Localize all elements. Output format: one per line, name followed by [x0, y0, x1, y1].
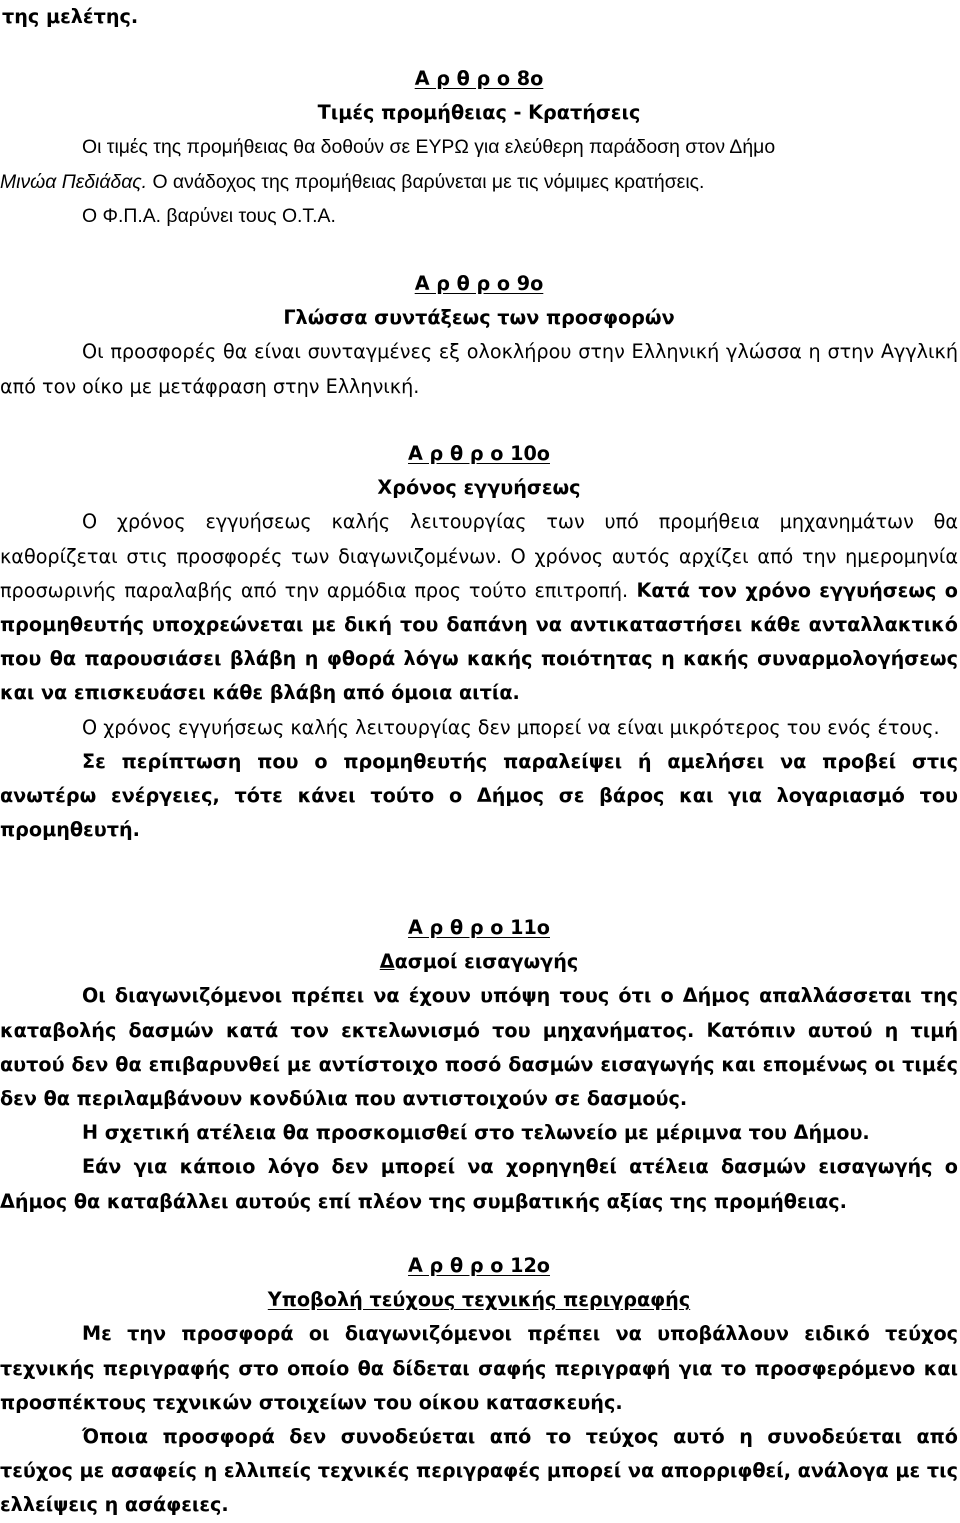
article-10-paragraph-1a: Ο χρόνος εγγυήσεως καλής λειτουργίας των υπό προμήθεια μηχανημάτων θα καθορίζεται στις προσφορές των διαγωνιζομένων. Ο χρόνος αυτός αρχίζει από την ημερομηνία προσωρινής παραλαβής από την αρμόδια προς τούτο επιτροπή. [0, 510, 958, 602]
article-10-paragraph-1b: Κατά τον χρόνο εγγυήσεως ο προμηθευτής υποχρεώνεται με δική του δαπάνη να αντικαταστήσει κάθε ανταλλακτικό που θα παρουσιάσει βλάβη η φθορά λόγω κακής ποιότητας η κακής συναρμολογήσεως και να επισκευάσει κάθε βλάβη από όμοια αιτία. [0, 578, 958, 705]
article-12-paragraph-1: Με την προσφορά οι διαγωνιζόμενοι πρέπει να υποβάλλουν ειδικό τεύχος τεχνικής περιγραφής στο οποίο θα δίδεται σαφής περιγραφή για το προσφερόμενο και προσπέκτους τεχνικών στοιχείων του οίκου κατασκευής. [0, 1322, 958, 1414]
article-9-title: Γλώσσα συντάξεως των προσφορών [283, 306, 675, 330]
article-9 [0, 267, 958, 404]
article-8-line-1: Οι τιμές της προμήθειας θα δοθούν σε ΕΥΡΩ για ελεύθερη παράδοση στον Δήμο [82, 136, 776, 159]
article-11 [0, 911, 958, 1219]
article-11-paragraph-2: Η σχετική ατέλεια θα προσκομισθεί στο τελωνείο με μέριμνα του Δήμου. [82, 1121, 870, 1145]
article-8 [0, 62, 958, 233]
article-12-paragraph-2: Όποια προσφορά δεν συνοδεύεται από το τεύχος αυτό η συνοδεύεται από τεύχος με ασαφείς η ελλιπείς τεχνικές περιγραφές μπορεί να απορριφθεί, ανάλογα με τις ελλείψεις η ασάφειες. [0, 1425, 958, 1517]
article-10-paragraph-1 [0, 505, 958, 710]
article-8-line-2 [0, 165, 958, 199]
article-10-title: Χρόνος εγγυήσεως [377, 476, 581, 500]
article-12-number: Α ρ θ ρ ο 12ο [408, 1254, 550, 1277]
municipality-name: Μινώα Πεδιάδας. [0, 170, 148, 193]
article-11-paragraph-3: Εάν για κάποιο λόγο δεν μπορεί να χορηγηθεί ατέλεια δασμών εισαγωγής ο Δήμος θα καταβάλλει αυτούς επί πλέον της συμβατικής αξίας της προμήθειας. [0, 1155, 958, 1213]
article-11-title: Δασμοί εισαγωγής [379, 950, 579, 974]
article-8-line-3: Ο Φ.Π.Α. βαρύνει τους Ο.Τ.Α. [82, 204, 336, 227]
article-11-paragraph-1: Οι διαγωνιζόμενοι πρέπει να έχουν υπόψη τους ότι ο Δήμος απαλλάσσεται της καταβολής δασμών κατά τον εκτελωνισμό του μηχανήματος. Κατόπιν αυτού η τιμή αυτού δεν θα επιβαρυνθεί με αντίστοιχο ποσό δασμών εισαγωγής και επομένως οι τιμές δεν θα περιλαμβάνουν κονδύλια που αντιστοιχούν σε δασμούς. [0, 984, 958, 1111]
article-10-paragraph-2: Ο χρόνος εγγυήσεως καλής λειτουργίας δεν μπορεί να είναι μικρότερος του ενός έτους. [82, 715, 940, 739]
article-8-number: Α ρ θ ρ ο 8ο [414, 67, 544, 90]
article-11-number: Α ρ θ ρ ο 11ο [408, 916, 550, 939]
article-12 [0, 1249, 958, 1523]
article-10-paragraph-3: Σε περίπτωση που ο προμηθευτής παραλείψει ή αμελήσει να προβεί στις ανωτέρω ενέργειες, τότε κάνει τούτο ο Δήμος σε βάρος και για λογαριασμό του προμηθευτή. [0, 749, 958, 842]
continuation-text: της μελέτης. [2, 5, 139, 28]
article-8-title: Τιμές προμήθειας - Κρατήσεις [317, 101, 641, 125]
article-10-number: Α ρ θ ρ ο 10ο [408, 442, 550, 465]
article-9-number: Α ρ θ ρ ο 9ο [414, 272, 544, 295]
article-12-title: Υποβολή τεύχους τεχνικής περιγραφής [267, 1288, 691, 1312]
article-8-line-2-rest: Ο ανάδοχος της προμήθειας βαρύνεται με τις νόμιμες κρατήσεις. [147, 170, 705, 193]
article-10 [0, 437, 958, 847]
article-9-text: Οι προσφορές θα είναι συνταγμένες εξ ολοκλήρου στην Ελληνική γλώσσα η στην Αγγλική από τον οίκο με μετάφραση στην Ελληνική. [0, 340, 958, 398]
